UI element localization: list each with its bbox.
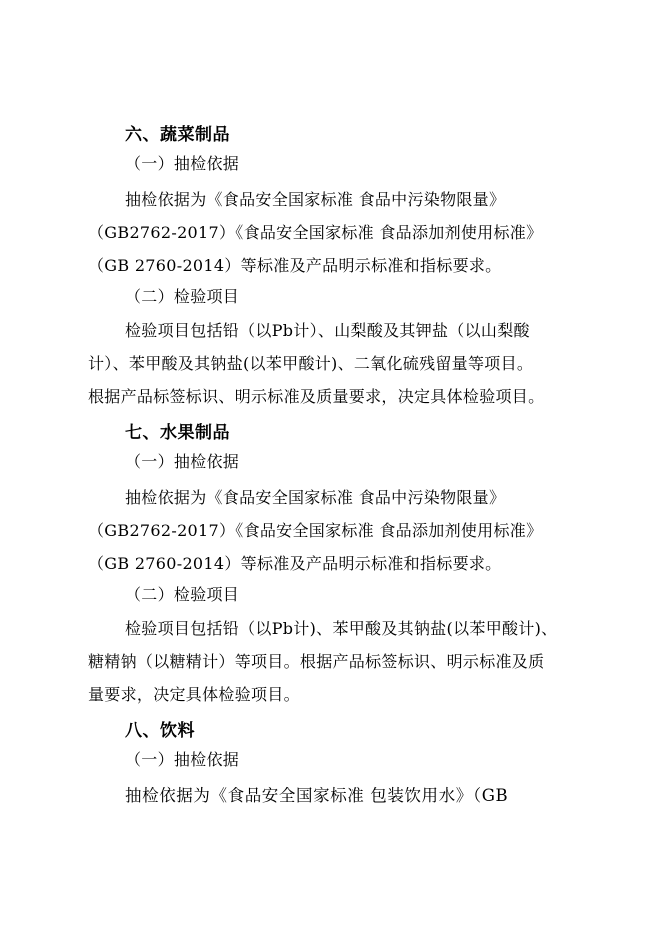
paragraph-line: （GB2762-2017）《食品安全国家标准 食品添加剂使用标准》	[88, 223, 543, 242]
paragraph-line: （GB2762-2017）《食品安全国家标准 食品添加剂使用标准》	[88, 521, 543, 540]
paragraph-line: 量要求，决定具体检验项目。	[88, 685, 300, 704]
section-heading-vegetable-products: 六、蔬菜制品	[125, 125, 230, 145]
paragraph-line: 计）、苯甲酸及其钠盐(以苯甲酸计)、二氧化硫残留量等项目。	[88, 354, 534, 373]
paragraph-line: 检验项目包括铅（以Pb计）、山梨酸及其钾盐（以山梨酸	[125, 321, 530, 340]
subheading-inspection-basis: （一）抽检依据	[125, 750, 240, 769]
paragraph-line: （GB 2760-2014）等标准及产品明示标准和指标要求。	[88, 256, 502, 275]
paragraph-line: 抽检依据为《食品安全国家标准 包装饮用水》（GB	[125, 786, 509, 805]
paragraph-line: 检验项目包括铅（以Pb计)、苯甲酸及其钠盐(以苯甲酸计)、	[125, 619, 558, 638]
paragraph-line: 抽检依据为《食品安全国家标准 食品中污染物限量》	[125, 488, 506, 507]
paragraph-line: 抽检依据为《食品安全国家标准 食品中污染物限量》	[125, 190, 506, 209]
paragraph-line: 糖精钠（以糖精计）等项目。根据产品标签标识、明示标准及质	[88, 652, 545, 671]
subheading-test-items: （二）检验项目	[125, 287, 240, 306]
section-heading-fruit-products: 七、水果制品	[125, 423, 230, 443]
subheading-inspection-basis: （一）抽检依据	[125, 154, 240, 173]
section-heading-beverages: 八、饮料	[125, 721, 195, 741]
subheading-test-items: （二）检验项目	[125, 585, 240, 604]
paragraph-line: 根据产品标签标识、明示标准及质量要求，决定具体检验项目。	[88, 387, 545, 406]
paragraph-line: （GB 2760-2014）等标准及产品明示标准和指标要求。	[88, 554, 502, 573]
subheading-inspection-basis: （一）抽检依据	[125, 452, 240, 471]
